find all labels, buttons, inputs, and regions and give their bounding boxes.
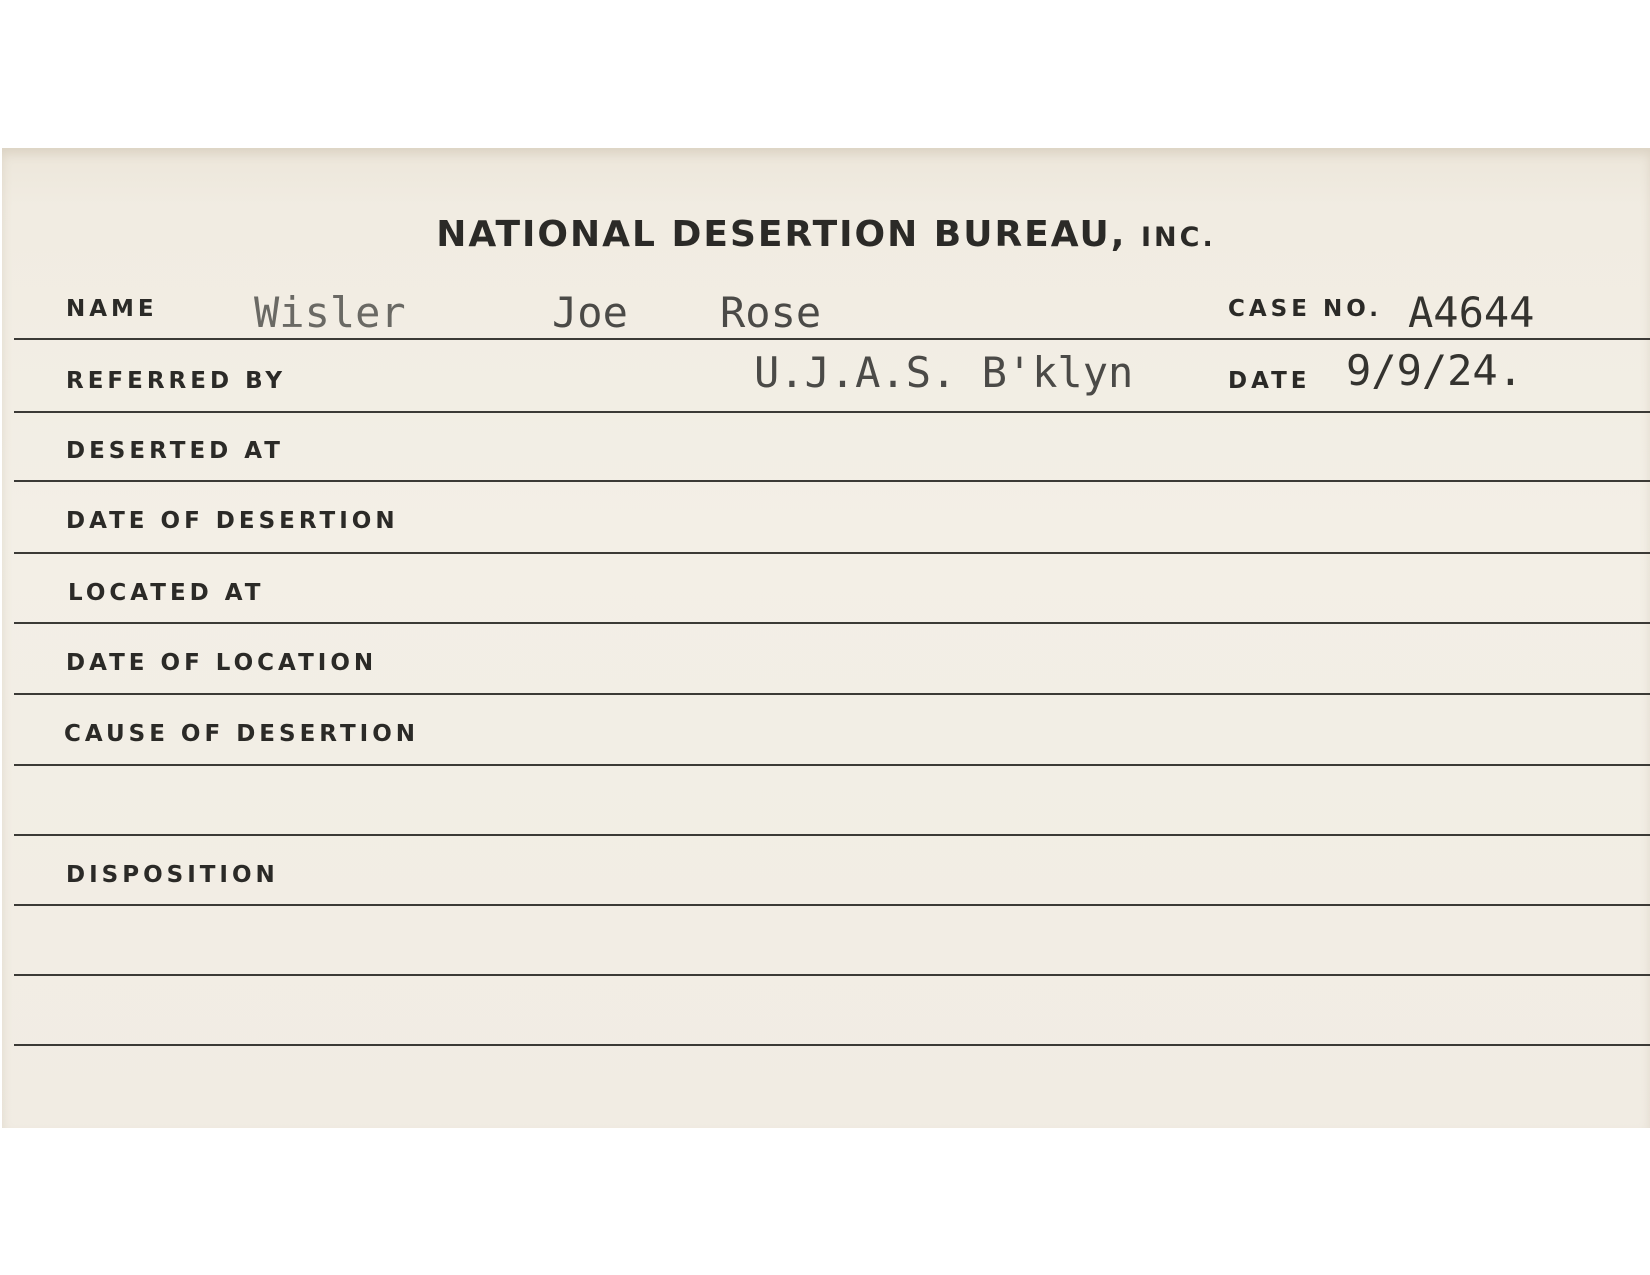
- deserted-at-label: DESERTED AT: [66, 438, 284, 464]
- located-at-label: LOCATED AT: [68, 580, 265, 606]
- title-suffix: INC.: [1141, 222, 1216, 253]
- date-label: DATE: [1228, 368, 1311, 394]
- name-label: NAME: [66, 296, 158, 322]
- index-card: [2, 148, 1650, 1128]
- date-of-location-label: DATE OF LOCATION: [66, 650, 378, 676]
- referred-by-label: REFERRED BY: [66, 368, 287, 394]
- case-no-value: A4644: [1408, 288, 1535, 337]
- middle-name-value: Rose: [720, 288, 822, 337]
- rule-referred-by: [14, 411, 1650, 413]
- rule-date-of-desertion: [14, 552, 1650, 554]
- referred-by-value: U.J.A.S. B'klyn: [754, 348, 1134, 397]
- first-name-value: Joe: [552, 288, 628, 337]
- surname-value: Wisler: [254, 288, 406, 337]
- rule-disposition-extra-1: [14, 974, 1650, 976]
- cause-of-desertion-label: CAUSE OF DESERTION: [64, 721, 420, 747]
- disposition-label: DISPOSITION: [66, 862, 279, 888]
- case-no-label: CASE NO.: [1228, 296, 1382, 322]
- title-text: NATIONAL DESERTION BUREAU,: [436, 214, 1127, 255]
- rule-cause-of-desertion: [14, 764, 1650, 766]
- rule-name: [14, 338, 1650, 340]
- rule-located-at: [14, 622, 1650, 624]
- rule-disposition: [14, 904, 1650, 906]
- rule-date-of-location: [14, 693, 1650, 695]
- rule-cause-extra: [14, 834, 1650, 836]
- rule-deserted-at: [14, 480, 1650, 482]
- date-of-desertion-label: DATE OF DESERTION: [66, 508, 399, 534]
- rule-disposition-extra-2: [14, 1044, 1650, 1046]
- card-title: [2, 214, 1650, 255]
- date-value: 9/9/24.: [1346, 346, 1524, 395]
